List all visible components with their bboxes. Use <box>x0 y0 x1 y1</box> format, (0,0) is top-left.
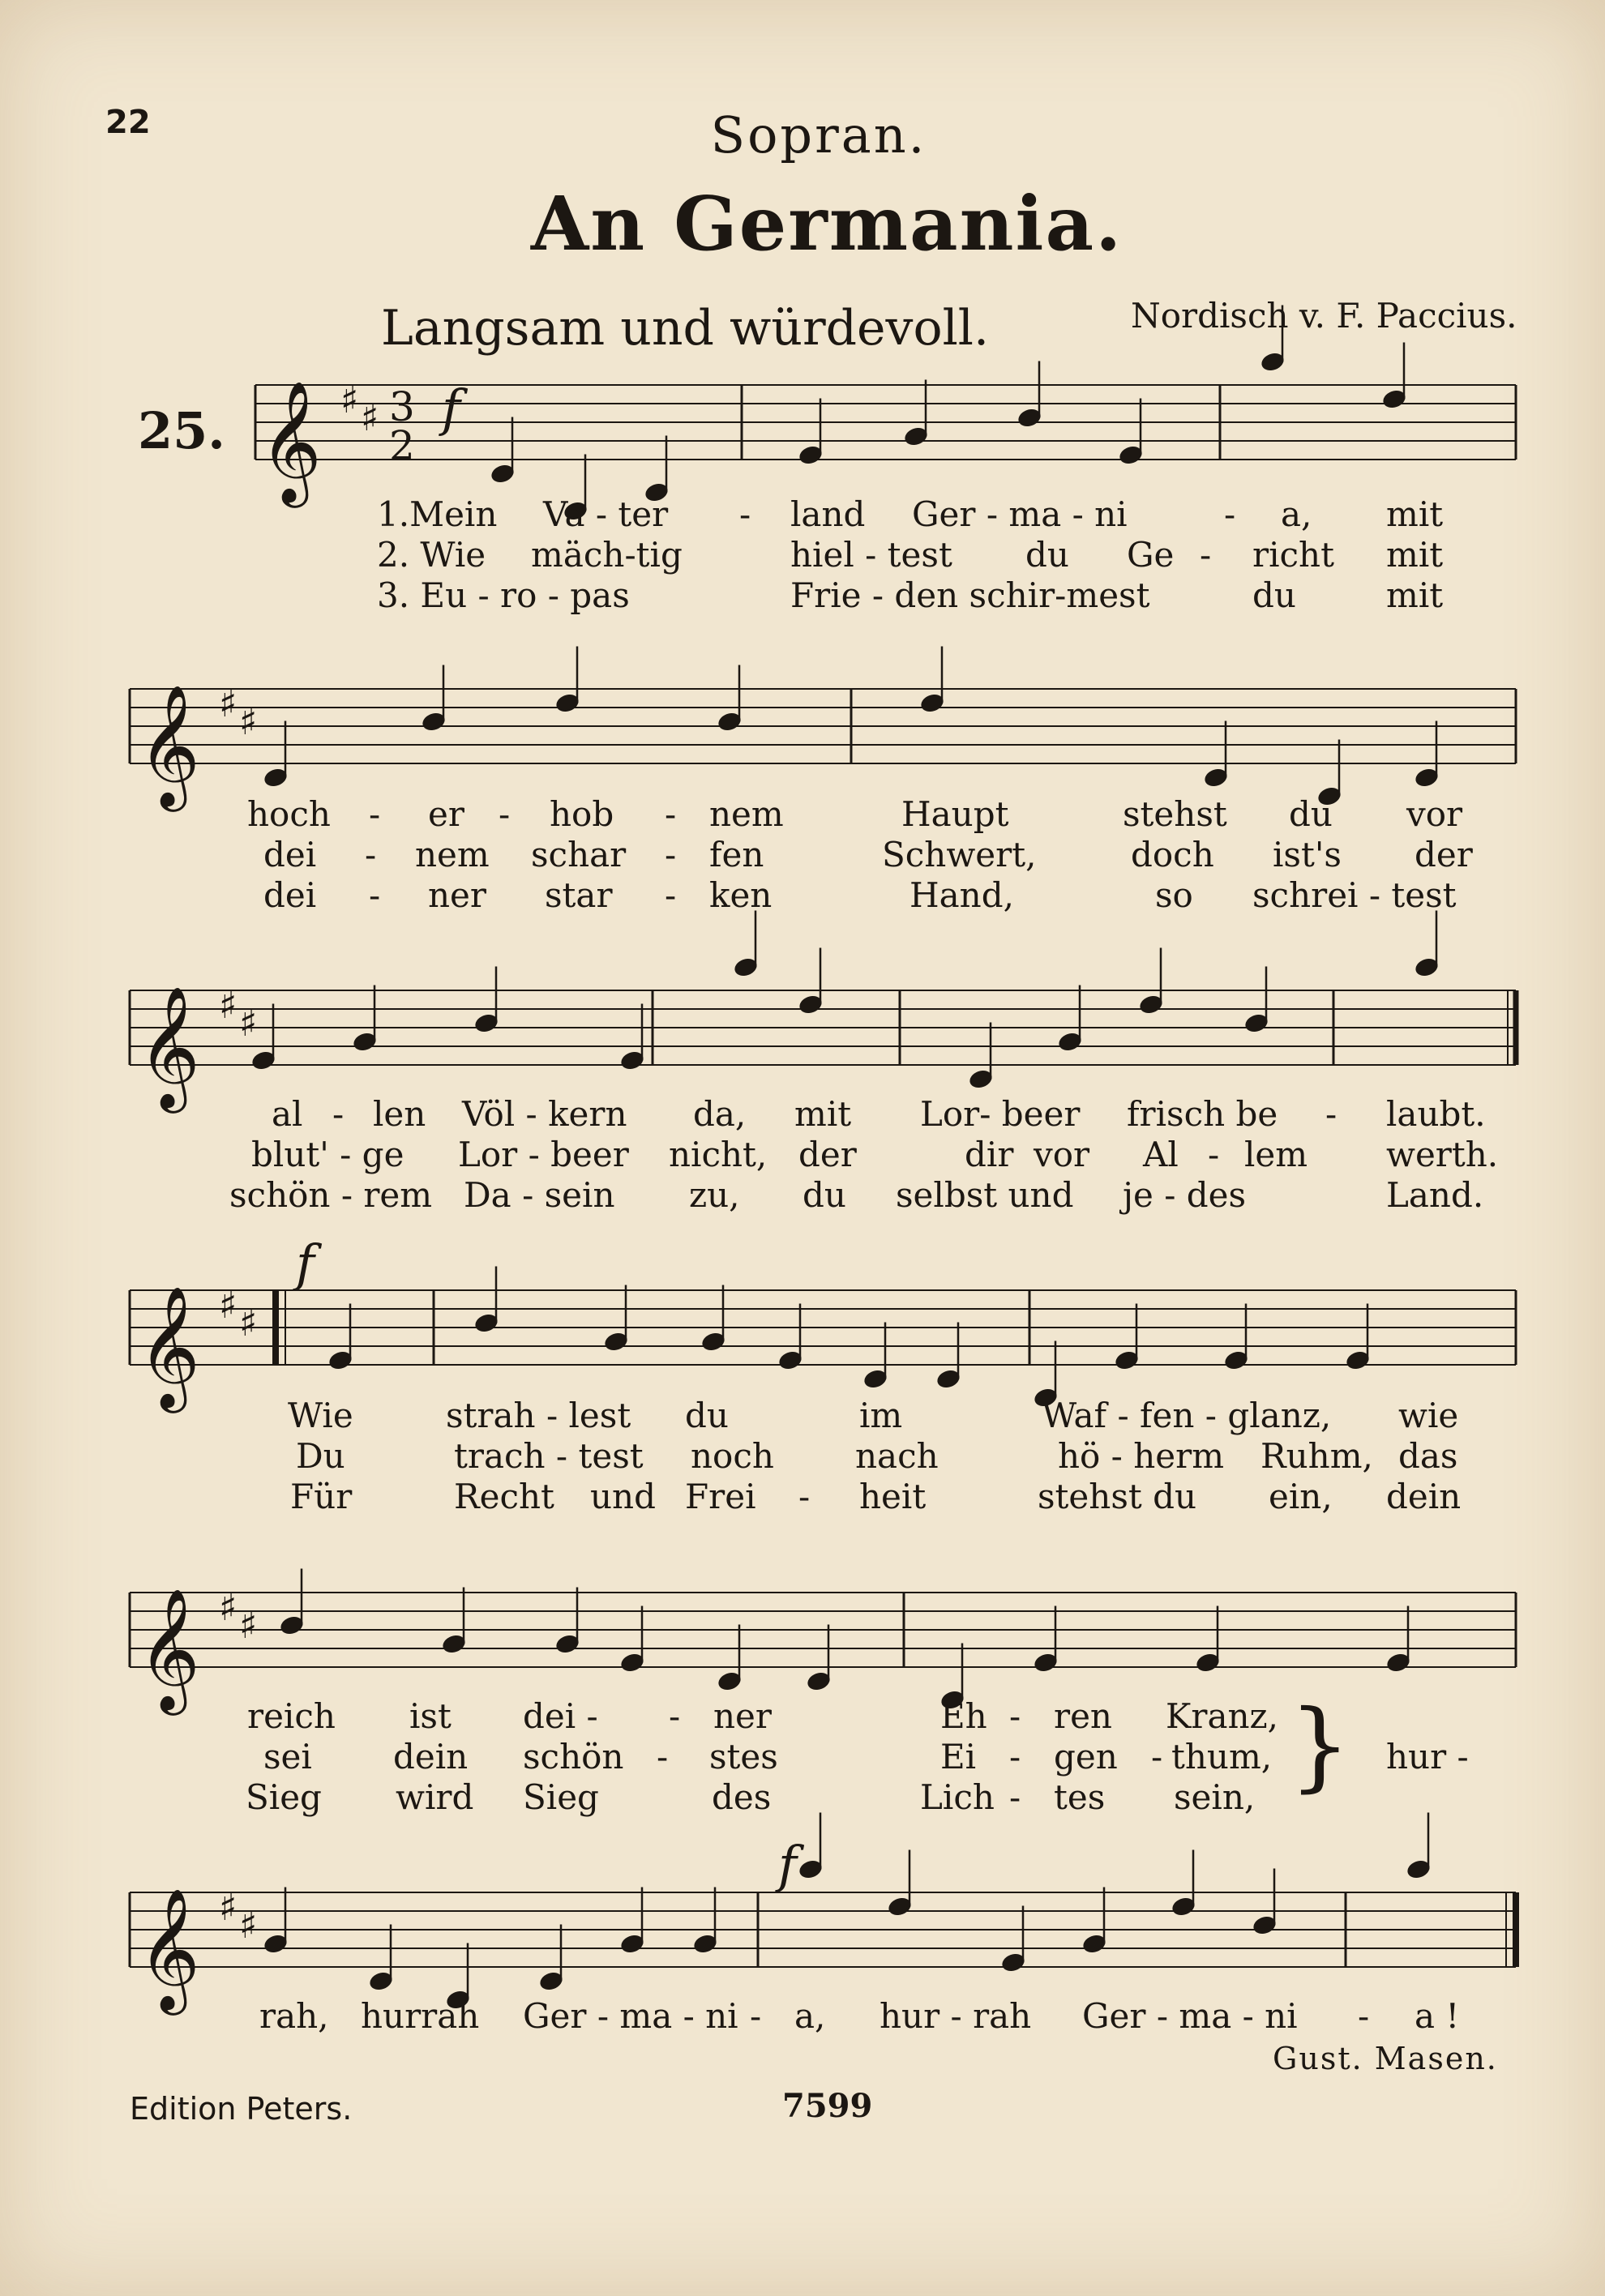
lyric-syllable: blut' - ge <box>251 1135 404 1174</box>
treble-clef-icon: 𝄞 <box>138 1285 200 1408</box>
treble-clef-icon: 𝄞 <box>259 379 322 502</box>
lyric-syllable: richt <box>1252 535 1334 575</box>
lyric-syllable: Lor- beer <box>920 1094 1081 1134</box>
lyric-syllable: ein, <box>1269 1477 1333 1516</box>
lyric-syllable: len <box>373 1094 426 1134</box>
lyric-syllable: - <box>365 835 377 874</box>
lyric-syllable: dein <box>393 1737 469 1777</box>
lyric-syllable: wie <box>1398 1396 1459 1435</box>
lyric-syllable: dei - <box>523 1696 598 1736</box>
lyric-syllable: mit <box>1386 575 1444 615</box>
tempo-marking: Langsam und würdevoll. <box>381 300 990 357</box>
lyric-syllable: 2. Wie <box>377 535 486 575</box>
lyric-syllable: dein <box>1386 1477 1462 1516</box>
lyricist-credit: Gust. Masen. <box>1273 2041 1498 2076</box>
lyric-syllable: des <box>712 1777 772 1817</box>
lyric-syllable: sein, <box>1174 1777 1256 1817</box>
lyric-syllable: Kranz, <box>1166 1696 1279 1736</box>
lyric-syllable: - <box>1151 1737 1163 1777</box>
song-number: 25. <box>138 401 225 460</box>
time-signature-denominator: 2 <box>389 422 415 469</box>
lyric-syllable: - <box>1009 1777 1021 1817</box>
voice-part-heading: Sopran. <box>710 105 927 165</box>
lyric-syllable: nem <box>709 794 784 834</box>
lyric-syllable: - <box>369 875 381 915</box>
lyric-syllable: Lor - beer <box>458 1135 629 1174</box>
lyric-syllable: Ger - ma - ni <box>523 1996 738 2036</box>
lyric-syllable: mit <box>794 1094 852 1134</box>
lyric-syllable: ken <box>709 875 773 915</box>
lyric-syllable: 3. Eu - ro - pas <box>377 575 630 615</box>
lyric-syllable: Waf - fen - glanz, <box>1042 1396 1332 1435</box>
lyric-syllable: hoch <box>247 794 331 834</box>
lyric-syllable: al <box>272 1094 303 1134</box>
lyric-syllable: reich <box>247 1696 336 1736</box>
plate-number: 7599 <box>782 2087 873 2125</box>
lyric-syllable: - <box>657 1737 669 1777</box>
lyric-syllable: Frei <box>685 1477 756 1516</box>
lyric-syllable: Frie - den schir-mest <box>790 575 1150 615</box>
lyric-syllable: Ge <box>1127 535 1175 575</box>
lyric-syllable: schrei - test <box>1252 875 1457 915</box>
lyric-syllable: 1.Mein <box>377 494 498 534</box>
lyric-syllable: Ger - ma - ni <box>912 494 1128 534</box>
lyric-syllable: Recht <box>454 1477 554 1516</box>
lyric-syllable: Haupt <box>901 794 1009 834</box>
lyric-syllable: Für <box>290 1477 353 1516</box>
lyric-syllable: wird <box>396 1777 474 1817</box>
lyric-syllable: - <box>499 794 511 834</box>
lyric-syllable: frisch be <box>1127 1094 1278 1134</box>
lyric-syllable: Völ - kern <box>462 1094 627 1134</box>
lyric-syllable: hö - herm <box>1058 1436 1225 1476</box>
sharp-icon: ♯ <box>239 1301 258 1345</box>
lyric-syllable: Schwert, <box>882 835 1037 874</box>
lyric-syllable: und <box>590 1477 656 1516</box>
lyric-syllable: - <box>665 875 677 915</box>
lyric-syllable: er <box>428 794 464 834</box>
lyric-syllable: hob <box>550 794 614 834</box>
sharp-icon: ♯ <box>239 699 258 743</box>
lyric-syllable: Al <box>1143 1135 1179 1174</box>
lyric-syllable: Ger - ma - ni <box>1082 1996 1298 2036</box>
lyric-syllable: werth. <box>1386 1135 1499 1174</box>
lyric-syllable: land <box>790 494 866 534</box>
lyric-syllable: fen <box>709 835 764 874</box>
lyric-syllable: der <box>1415 835 1473 874</box>
lyric-syllable: du <box>1025 535 1069 575</box>
lyric-syllable: dir <box>965 1135 1014 1174</box>
lyric-syllable: Va - ter <box>543 494 669 534</box>
lyric-syllable: rah, <box>259 1996 329 2036</box>
lyric-syllable: gen <box>1054 1737 1118 1777</box>
lyric-syllable: Sieg <box>523 1777 599 1817</box>
lyric-syllable: stes <box>709 1737 778 1777</box>
lyric-syllable: thum, <box>1171 1737 1273 1777</box>
lyric-syllable: tes <box>1054 1777 1106 1817</box>
lyric-syllable: Hand, <box>909 875 1014 915</box>
lyric-syllable: strah - lest <box>446 1396 631 1435</box>
treble-clef-icon: 𝄞 <box>138 1587 200 1710</box>
sharp-icon: ♯ <box>361 395 379 439</box>
lyric-syllable: hurrah <box>361 1996 480 2036</box>
lyric-syllable: - <box>1009 1696 1021 1736</box>
sharp-icon: ♯ <box>239 1603 258 1647</box>
song-title: An Germania. <box>530 180 1124 267</box>
publisher-imprint: Edition Peters. <box>130 2091 353 2127</box>
lyric-syllable: - <box>1009 1737 1021 1777</box>
sharp-icon: ♯ <box>239 1001 258 1045</box>
lyric-syllable: doch <box>1131 835 1214 874</box>
sharp-icon: ♯ <box>340 378 359 421</box>
lyric-syllable: - <box>369 794 381 834</box>
lyric-syllable: da, <box>693 1094 747 1134</box>
lyric-syllable: zu, <box>689 1175 740 1215</box>
lyric-syllable: vor <box>1406 794 1463 834</box>
lyric-syllable: a ! <box>1415 1996 1460 2036</box>
lyric-syllable: du <box>1252 575 1296 615</box>
lyric-syllable: Wie <box>288 1396 353 1435</box>
lyric-syllable: selbst und <box>896 1175 1074 1215</box>
dynamic-forte: f <box>778 1835 797 1894</box>
lyric-syllable: vor <box>1034 1135 1090 1174</box>
lyric-syllable: a, <box>794 1996 826 2036</box>
lyric-syllable: sei <box>263 1737 312 1777</box>
sharp-icon: ♯ <box>219 1283 238 1327</box>
lyric-syllable: dei <box>263 875 317 915</box>
lyric-syllable: dei <box>263 835 317 874</box>
lyric-syllable: mit <box>1386 494 1444 534</box>
dynamic-forte: f <box>442 378 460 438</box>
lyric-syllable: - <box>798 1477 811 1516</box>
lyric-syllable: Eh <box>940 1696 987 1736</box>
lyric-syllable: ist <box>409 1696 452 1736</box>
lyric-syllable: heit <box>859 1477 927 1516</box>
treble-clef-icon: 𝄞 <box>138 985 200 1108</box>
lyric-syllable: so <box>1155 875 1193 915</box>
lyric-syllable: du <box>802 1175 846 1215</box>
lyric-syllable: - <box>750 1996 762 2036</box>
time-signature-numerator: 3 <box>389 383 415 430</box>
sharp-icon: ♯ <box>219 1585 238 1629</box>
lyric-syllable: das <box>1398 1436 1458 1476</box>
lyric-syllable: im <box>859 1396 903 1435</box>
lyric-syllable: noch <box>691 1436 774 1476</box>
lyric-syllable: - <box>1325 1094 1338 1134</box>
lyric-syllable: - <box>739 494 751 534</box>
lyric-syllable: Ruhm, <box>1260 1436 1373 1476</box>
lyric-syllable: mäch-tig <box>531 535 683 575</box>
lyric-syllable: hiel - test <box>790 535 952 575</box>
lyric-syllable: hur - rah <box>880 1996 1032 2036</box>
lyric-syllable: star <box>545 875 613 915</box>
lyric-syllable: laubt. <box>1386 1094 1486 1134</box>
lyric-syllable: schar <box>531 835 627 874</box>
lyric-syllable: ren <box>1054 1696 1112 1736</box>
lyric-syllable: - <box>1224 494 1236 534</box>
lyric-syllable: mit <box>1386 535 1444 575</box>
lyric-syllable: du <box>1289 794 1333 834</box>
lyric-syllable: - <box>665 835 677 874</box>
lyric-syllable: hur - <box>1386 1737 1469 1777</box>
lyric-syllable: - <box>1200 535 1212 575</box>
lyric-syllable: du <box>685 1396 729 1435</box>
lyric-syllable: lem <box>1244 1135 1308 1174</box>
lyric-syllable: Sieg <box>246 1777 322 1817</box>
sharp-icon: ♯ <box>219 983 238 1027</box>
lyric-syllable: ner <box>713 1696 772 1736</box>
lyric-syllable: der <box>798 1135 857 1174</box>
treble-clef-icon: 𝄞 <box>138 683 200 806</box>
lyric-syllable: a, <box>1281 494 1312 534</box>
lyric-syllable: Ei <box>940 1737 977 1777</box>
lyric-syllable: trach - test <box>454 1436 644 1476</box>
lyric-syllable: stehst <box>1123 794 1227 834</box>
lyric-syllable: - <box>665 794 677 834</box>
lyric-syllable: - <box>669 1696 681 1736</box>
lyric-syllable: je - des <box>1123 1175 1247 1215</box>
dynamic-forte: f <box>296 1234 315 1293</box>
sharp-icon: ♯ <box>219 1885 238 1929</box>
sharp-icon: ♯ <box>219 682 238 725</box>
lyric-syllable: nicht, <box>669 1135 768 1174</box>
lyric-syllable: ist's <box>1273 835 1342 874</box>
sharp-icon: ♯ <box>239 1903 258 1947</box>
lyric-syllable: nem <box>415 835 490 874</box>
verse-brace: } <box>1289 1690 1351 1802</box>
lyric-syllable: Lich <box>920 1777 995 1817</box>
lyric-syllable: Du <box>296 1436 345 1476</box>
lyric-syllable: - <box>332 1094 345 1134</box>
lyric-syllable: - <box>1208 1135 1220 1174</box>
composer-credit: Nordisch v. F. Paccius. <box>1131 296 1517 336</box>
lyric-syllable: Da - sein <box>464 1175 615 1215</box>
lyric-syllable: ner <box>428 875 486 915</box>
lyric-syllable: Land. <box>1386 1175 1484 1215</box>
page-number: 22 <box>105 104 151 141</box>
treble-clef-icon: 𝄞 <box>138 1887 200 2010</box>
lyric-syllable: schön <box>523 1737 624 1777</box>
lyric-syllable: stehst du <box>1038 1477 1197 1516</box>
lyric-syllable: schön - rem <box>229 1175 433 1215</box>
lyric-syllable: - <box>1358 1996 1370 2036</box>
lyric-syllable: nach <box>855 1436 939 1476</box>
